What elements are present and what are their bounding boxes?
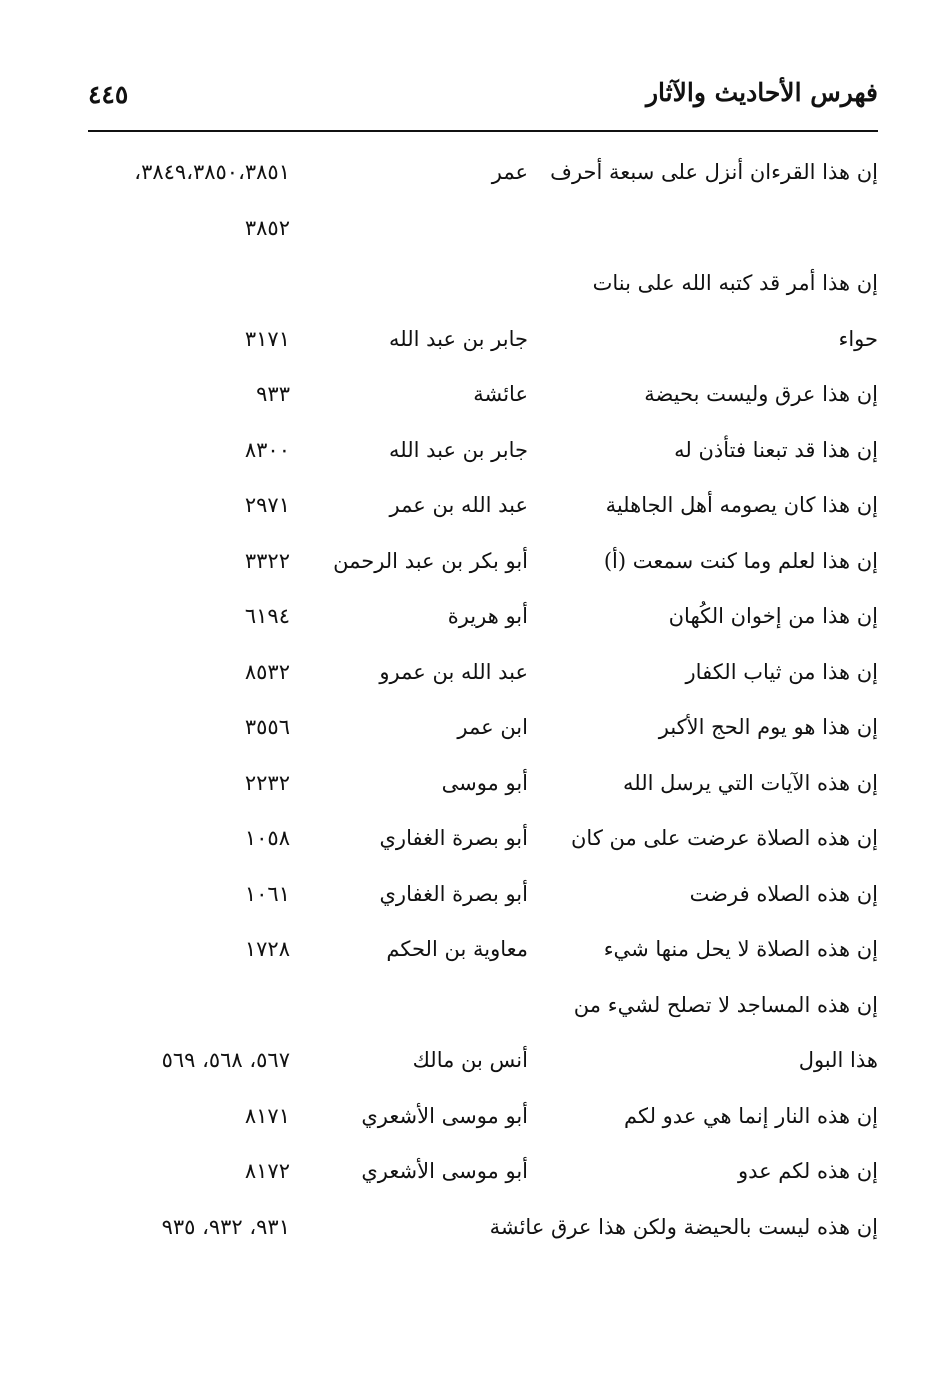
hadith-text: إن هذه الصلاة عرضت على من كان [571,826,878,850]
index-row [0,541,933,597]
index-row [0,985,933,1041]
index-row [0,485,933,541]
reference-numbers: ٢٢٣٢ [244,770,290,795]
index-row [0,208,933,264]
hadith-text: إن هذا كان يصومه أهل الجاهلية [605,493,878,517]
index-row [0,874,933,930]
hadith-text: إن هذا لعلم وما كنت سمعت (أ) [603,548,878,573]
hadith-text: حواء [838,326,878,351]
hadith-text: إن هذا من إخوان الكُهان [668,604,878,628]
hadith-text: إن هذا هو يوم الحج الأكبر [658,715,878,739]
reference-numbers: ٣١٧١ [244,326,290,351]
hadith-text: إن هذا أمر قد كتبه الله على بنات [592,271,878,295]
header-rule [88,130,878,132]
reference-numbers: ٣٨٤٩،٣٨٥٠،٣٨٥١، [134,160,290,184]
narrator: جابر بن عبد الله [388,326,528,351]
narrator: أبو بصرة الغفاري [379,881,528,906]
hadith-text: إن هذا من ثياب الكفار [685,659,878,684]
index-row [0,763,933,819]
hadith-text: إن هذه الآيات التي يرسل الله [622,770,878,795]
reference-numbers: ٣٣٢٢ [244,548,290,573]
index-row [0,1151,933,1207]
hadith-text: هذا البول [798,1048,878,1072]
reference-numbers: ٢٩٧١ [244,493,290,517]
index-row [0,818,933,874]
index-list [0,152,933,1262]
hadith-text: إن هذه الصلاه فرضت [689,881,878,906]
page-title: فهرس الأحاديث والآثار [645,78,878,107]
reference-numbers: ٨٥٣٢ [244,659,290,684]
reference-numbers: ٩٣٣ [256,382,290,406]
reference-numbers: ٣٨٥٢ [244,215,290,240]
narrator: أبو موسى [441,770,528,795]
hadith-text: إن هذه الصلاة لا يحل منها شيء [603,937,878,961]
reference-numbers: ٣٥٥٦ [244,715,290,739]
hadith-text: إن هذه لكم عدو [737,1159,878,1183]
narrator: أبو موسى الأشعري [361,1103,528,1128]
index-row [0,596,933,652]
narrator: أبو موسى الأشعري [361,1159,528,1183]
index-row [0,152,933,208]
narrator: جابر بن عبد الله [388,437,528,462]
index-row [0,263,933,319]
narrator: عائشة [473,382,528,406]
hadith-text: إن هذا قد تبعنا فتأذن له [674,437,878,462]
reference-numbers: ٥٦٧، ٥٦٨، ٥٦٩ [161,1048,290,1072]
narrator: ابن عمر [457,715,528,739]
index-row [0,707,933,763]
narrator: أبو بصرة الغفاري [379,826,528,850]
index-row [0,374,933,430]
narrator: عبد الله بن عمرو [379,659,528,684]
index-row [0,652,933,708]
page-number: ٤٤٥ [88,80,129,109]
hadith-text: إن هذه المساجد لا تصلح لشيء من [573,992,878,1017]
index-row [0,430,933,486]
reference-numbers: ١٠٦١ [244,881,290,906]
hadith-text: إن هذا عرق وليست بحيضة [644,382,878,406]
reference-numbers: ٦١٩٤ [244,604,290,628]
index-row [0,1207,933,1263]
reference-numbers: ١٠٥٨ [244,826,290,850]
reference-numbers: ٨٣٠٠ [244,437,290,462]
narrator: أبو هريرة [447,604,528,628]
reference-numbers: ٩٣١، ٩٣٢، ٩٣٥ [161,1214,290,1239]
narrator: عبد الله بن عمر [389,493,528,517]
reference-numbers: ٨١٧١ [244,1103,290,1128]
index-row [0,1040,933,1096]
narrator: معاوية بن الحكم [386,937,528,961]
hadith-text: إن هذا القرءان أنزل على سبعة أحرف [550,160,878,184]
narrator: عمر [491,160,528,184]
narrator: أنس بن مالك [412,1048,528,1072]
reference-numbers: ١٧٢٨ [244,937,290,961]
reference-numbers: ٨١٧٢ [244,1159,290,1183]
index-row [0,929,933,985]
index-row [0,319,933,375]
narrator: أبو بكر بن عبد الرحمن [333,548,528,573]
hadith-text: إن هذه ليست بالحيضة ولكن هذا عرق عائشة [489,1214,878,1239]
page-header [88,78,878,124]
index-row [0,1096,933,1152]
hadith-text: إن هذه النار إنما هي عدو لكم [624,1103,878,1128]
